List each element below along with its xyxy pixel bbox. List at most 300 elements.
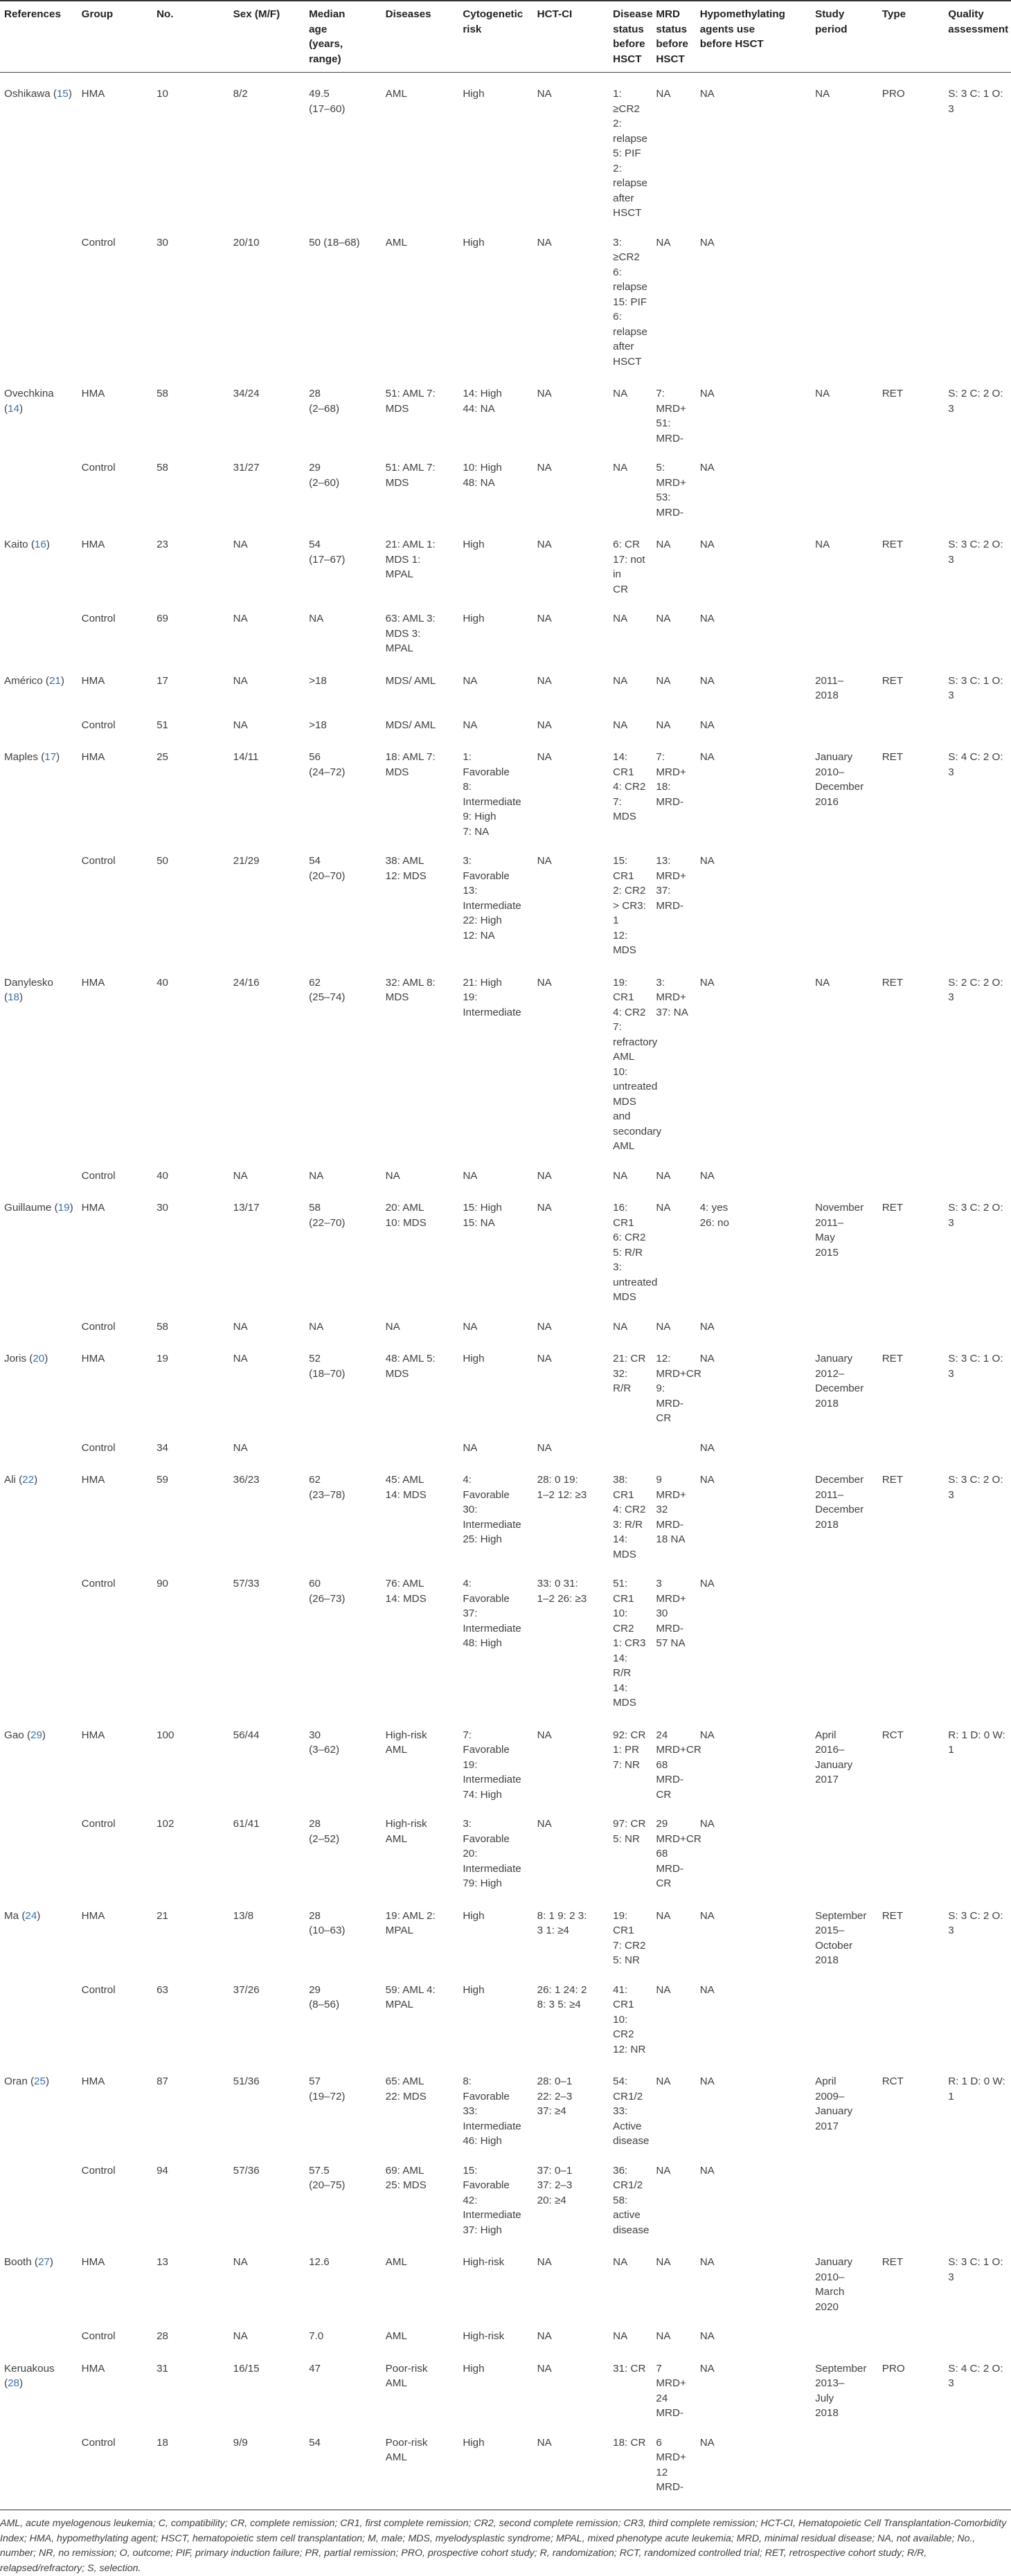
cell-status: 14: CR1 4: CR2 7: MDS — [613, 751, 646, 822]
cell-no: 30 — [156, 236, 168, 249]
column-header: Group — [81, 8, 114, 20]
cell-period — [811, 1805, 878, 1895]
reference-cell: Danylesko (18) — [4, 976, 53, 1003]
cell-diseases: 18: AML 7: MDS — [385, 751, 436, 778]
column-header: References — [4, 8, 61, 20]
cell-type — [878, 843, 945, 962]
column-header: Study period — [815, 8, 848, 35]
cell-age: 54 (20–70) — [309, 855, 346, 882]
cell-period — [811, 1158, 878, 1187]
cell-hma: NA — [699, 2362, 715, 2375]
reference-cell — [0, 843, 78, 962]
cell-diseases: AML — [385, 88, 407, 100]
table-row — [0, 449, 1011, 523]
cell-cyto: 14: High 44: NA — [463, 388, 502, 415]
cell-age: NA — [309, 1320, 324, 1333]
cell-period — [811, 2152, 878, 2242]
cell-period: December 2011– December 2018 — [815, 1474, 864, 1531]
cell-cyto: High — [463, 88, 485, 100]
cell-hma: NA — [699, 1909, 715, 1922]
cell-mrd: NA — [656, 1169, 671, 1182]
cell-type — [878, 224, 945, 373]
cell-quality: S: 3 C: 2 O: 3 — [948, 1474, 1003, 1501]
reference-cell: Guillaume (19) — [4, 1202, 73, 1214]
cell-period — [811, 1565, 878, 1714]
cell-group: HMA — [81, 1202, 105, 1214]
column-header: Diseases — [385, 8, 431, 20]
reference-cell: Oran (25) — [4, 2075, 50, 2087]
cell-age: 56 (24–72) — [309, 751, 346, 778]
cell-age: 52 (18–70) — [309, 1353, 346, 1380]
cell-no: 59 — [156, 1474, 168, 1486]
reference-cell: Keruakous (28) — [4, 2362, 55, 2389]
cell-age: 29 (8–56) — [309, 1983, 340, 2010]
cell-group: Control — [81, 855, 116, 867]
cell-quality — [944, 2318, 1011, 2348]
reference-cell — [0, 224, 78, 373]
cell-type: RET — [882, 2256, 904, 2268]
cell-age: 28 (10–63) — [309, 1909, 346, 1936]
cell-status: 41: CR1 10: CR2 12: NR — [613, 1983, 646, 2055]
cell-status: NA — [613, 2256, 628, 2268]
cell-hctci: NA — [537, 674, 552, 687]
cell-quality: S: 3 C: 1 O: 3 — [948, 674, 1003, 701]
cell-sex: 14/11 — [233, 751, 259, 763]
reference-name: Gao — [4, 1729, 24, 1741]
cell-age: >18 — [309, 719, 327, 731]
cell-hma: NA — [699, 719, 715, 731]
cell-sex: 8/2 — [233, 88, 248, 100]
cell-hma: NA — [699, 1169, 715, 1182]
cell-status: 15: CR1 2: CR2 > CR3: 1 12: MDS — [613, 855, 646, 956]
table-row — [0, 660, 1011, 707]
cell-mrd: NA — [656, 539, 671, 550]
cell-period: 2011– 2018 — [815, 674, 844, 701]
cell-quality: R: 1 D: 0 W: 1 — [948, 2075, 1005, 2102]
cell-diseases: 32: AML 8: MDS — [385, 976, 436, 1003]
cell-sex: 37/26 — [233, 1983, 260, 1996]
cell-status: 54: CR1/2 33: Active disease — [613, 2075, 650, 2147]
cell-quality: S: 2 C: 2 O: 3 — [948, 388, 1003, 415]
reference-citation-link[interactable]: 15 — [56, 88, 69, 100]
cell-group: Control — [81, 236, 116, 249]
cell-cyto: High-risk — [463, 2330, 505, 2342]
reference-name: Ali — [4, 1474, 16, 1486]
cell-cyto: 15: High 15: NA — [463, 1202, 502, 1229]
cell-period — [811, 843, 878, 962]
reference-citation-link[interactable]: 25 — [34, 2075, 46, 2087]
cell-status: 51: CR1 10: CR2 1: CR3 14: R/R 14: MDS — [613, 1578, 646, 1709]
cell-group: HMA — [81, 2075, 105, 2087]
cell-quality: S: 3 C: 1 O: 3 — [948, 1353, 1003, 1380]
cell-no: 23 — [156, 539, 168, 550]
reference-cell: Américo (21) — [4, 674, 64, 687]
cell-group: HMA — [81, 751, 105, 763]
cell-hma: NA — [699, 388, 715, 399]
table-body — [0, 73, 1011, 2498]
cell-type — [878, 2318, 945, 2348]
column-header: Cytogenetic risk — [463, 8, 524, 35]
cell-mrd: NA — [656, 2075, 671, 2087]
table-row — [0, 962, 1011, 1158]
cell-mrd: 3 MRD+ 30 MRD- 57 NA — [656, 1578, 686, 1649]
cell-mrd: NA — [656, 2330, 671, 2342]
cell-mrd: NA — [656, 1983, 671, 1996]
cell-quality: S: 3 C: 1 O: 3 — [948, 88, 1003, 115]
cell-status: NA — [613, 1320, 628, 1333]
reference-citation-link[interactable]: 28 — [8, 2377, 19, 2389]
cell-hctci: NA — [537, 855, 552, 867]
cell-group: Control — [81, 1818, 116, 1830]
cell-age: 30 (3–62) — [309, 1729, 340, 1756]
reference-cell — [0, 1430, 78, 1459]
cell-group: Control — [81, 2330, 116, 2342]
reference-name: Maples — [4, 751, 38, 763]
column-header: HCT-CI — [537, 8, 573, 20]
cell-cyto: High — [463, 2436, 485, 2449]
reference-name: Oshikawa — [4, 88, 51, 100]
reference-citation-link[interactable]: 17 — [44, 751, 57, 763]
cell-cyto: 8: Favorable 33: Intermediate 46: High — [463, 2075, 521, 2147]
cell-sex: NA — [233, 613, 248, 624]
table-row — [0, 843, 1011, 962]
reference-citation-link[interactable]: 24 — [25, 1909, 37, 1922]
reference-cell — [0, 2152, 78, 2242]
cell-type: RET — [882, 674, 904, 687]
cell-mrd: 6 MRD+ 12 MRD- — [656, 2436, 686, 2493]
cell-group: HMA — [81, 1353, 105, 1364]
reference-cell — [0, 1972, 78, 2061]
reference-name: Joris — [4, 1353, 27, 1364]
cell-sex: NA — [233, 719, 248, 731]
cell-type — [878, 707, 945, 737]
cell-mrd: NA — [656, 1202, 671, 1214]
cell-type — [878, 1805, 945, 1895]
cell-cyto: 3: Favorable 20: Intermediate 79: High — [463, 1818, 521, 1889]
cell-diseases: NA — [385, 1320, 400, 1333]
cell-hctci: NA — [537, 1353, 552, 1364]
cell-age: 12.6 — [309, 2256, 330, 2268]
cell-age: 54 — [309, 2436, 321, 2449]
cell-sex: 13/17 — [233, 1202, 260, 1214]
cell-period: September 2013– July 2018 — [815, 2362, 867, 2419]
cell-sex: NA — [233, 2256, 248, 2268]
cell-diseases: AML — [385, 236, 407, 249]
cell-status: 21: CR 32: R/R — [613, 1353, 646, 1394]
cell-quality — [944, 449, 1011, 523]
cell-period: NA — [815, 976, 830, 989]
cell-hctci: NA — [537, 539, 552, 550]
reference-cell — [0, 1158, 78, 1187]
reference-citation-link[interactable]: 29 — [30, 1729, 42, 1741]
cell-status: 3: ≥CR2 6: relapse 15: PIF 6: relapse after HSCT — [613, 236, 647, 368]
cell-group: HMA — [81, 976, 105, 989]
cell-type — [878, 600, 945, 660]
cell-diseases: 51: AML 7: MDS — [385, 388, 436, 415]
cell-quality — [944, 224, 1011, 373]
table-row — [0, 2152, 1011, 2242]
cell-diseases: 45: AML 14: MDS — [385, 1474, 427, 1501]
reference-citation-link[interactable]: 21 — [48, 674, 61, 687]
cell-cyto: High — [463, 1983, 485, 1996]
cell-mrd: 24 MRD+CR 68 MRD-CR — [656, 1729, 701, 1801]
table-row — [0, 707, 1011, 737]
cell-period: January 2010– March 2020 — [815, 2256, 853, 2313]
reference-citation-link[interactable]: 18 — [8, 991, 19, 1003]
reference-cell — [0, 600, 78, 660]
cell-age: 62 (23–78) — [309, 1474, 346, 1501]
cell-mrd: NA — [656, 2164, 671, 2177]
cell-no: 100 — [156, 1729, 175, 1741]
cell-status: 92: CR 1: PR 7: NR — [613, 1729, 646, 1771]
cell-cyto: High — [463, 236, 485, 249]
cell-age — [305, 1430, 382, 1459]
cell-period: NA — [815, 88, 830, 100]
cell-period: NA — [815, 539, 830, 550]
cell-group: Control — [81, 2164, 116, 2177]
cell-period: September 2015– October 2018 — [815, 1909, 867, 1966]
cell-diseases: High-risk AML — [385, 1729, 427, 1756]
cell-cyto: 7: Favorable 19: Intermediate 74: High — [463, 1729, 521, 1801]
cell-no: 21 — [156, 1909, 168, 1922]
table-row — [0, 2348, 1011, 2424]
cell-hma: NA — [699, 1441, 715, 1454]
table-row — [0, 73, 1011, 224]
cell-age: 57 (19–72) — [309, 2075, 346, 2102]
cell-diseases: 69: AML 25: MDS — [385, 2164, 427, 2191]
cell-group: Control — [81, 2436, 116, 2449]
cell-hctci: NA — [537, 1320, 552, 1333]
reference-citation-link[interactable]: 16 — [34, 539, 46, 550]
cell-type — [878, 1565, 945, 1714]
cell-status: 97: CR 5: NR — [613, 1818, 646, 1845]
cell-hctci: NA — [537, 2330, 552, 2342]
cell-sex: NA — [233, 1353, 248, 1364]
cell-hma: NA — [699, 674, 715, 687]
cell-sex: 34/24 — [233, 388, 260, 399]
cell-diseases: Poor-risk AML — [385, 2362, 428, 2389]
cell-age: 54 (17–67) — [309, 539, 346, 566]
cell-hma: NA — [699, 2436, 715, 2449]
cell-age: 50 (18–68) — [309, 236, 360, 249]
cell-hctci: NA — [537, 2436, 552, 2449]
cell-group: Control — [81, 462, 116, 474]
cell-age: 57.5 (20–75) — [309, 2164, 346, 2191]
cell-hma: NA — [699, 613, 715, 624]
table-row — [0, 372, 1011, 449]
cell-sex: NA — [233, 1169, 248, 1182]
cell-quality: S: 4 C: 2 O: 3 — [948, 2362, 1003, 2389]
cell-mrd: NA — [656, 674, 671, 687]
cell-sex: 57/36 — [233, 2164, 260, 2177]
cell-no: 51 — [156, 719, 168, 731]
cell-no: 63 — [156, 1983, 168, 1996]
cell-type — [878, 2424, 945, 2498]
cell-quality: S: 3 C: 1 O: 3 — [948, 2256, 1003, 2283]
cell-cyto: NA — [463, 719, 478, 731]
cell-period — [811, 449, 878, 523]
cell-period: NA — [815, 388, 830, 399]
reference-name: Guillaume — [4, 1202, 52, 1214]
cell-no: 58 — [156, 462, 168, 474]
reference-cell — [0, 2424, 78, 2498]
cell-age: >18 — [309, 674, 327, 687]
reference-cell — [0, 1308, 78, 1338]
cell-quality — [944, 707, 1011, 737]
cell-diseases: NA — [385, 1169, 400, 1182]
reference-name: Oran — [4, 2075, 28, 2087]
cell-age: 49.5 (17–60) — [309, 88, 346, 115]
cell-period: April 2009– January 2017 — [815, 2075, 853, 2132]
cell-diseases — [382, 1430, 459, 1459]
column-header: Disease status before HSCT — [613, 8, 653, 65]
cell-group: Control — [81, 1578, 116, 1589]
cell-cyto: NA — [463, 1441, 478, 1454]
cell-mrd: 9 MRD+ 32 MRD- 18 NA — [656, 1474, 686, 1545]
cell-hma: 4: yes 26: no — [699, 1202, 729, 1229]
cell-group: HMA — [81, 1729, 105, 1741]
reference-cell: Ali (22) — [4, 1474, 38, 1486]
cell-quality — [944, 2424, 1011, 2498]
cell-hctci: NA — [537, 236, 552, 249]
cell-type — [878, 1430, 945, 1459]
reference-citation-link[interactable]: 27 — [37, 2256, 50, 2268]
cell-group: Control — [81, 1169, 116, 1182]
table-row — [0, 2241, 1011, 2318]
cell-cyto: 10: High 48: NA — [463, 462, 502, 489]
cell-cyto: High — [463, 613, 485, 624]
cell-hctci: 37: 0–1 37: 2–3 20: ≥4 — [537, 2164, 573, 2206]
cell-type — [878, 1158, 945, 1187]
cell-hma: NA — [699, 539, 715, 550]
cell-quality — [944, 1430, 1011, 1459]
cell-group: HMA — [81, 1909, 105, 1922]
table-row — [0, 523, 1011, 600]
table-row — [0, 2060, 1011, 2152]
cell-no: 90 — [156, 1578, 168, 1589]
cell-sex: 51/36 — [233, 2075, 260, 2087]
cell-cyto: 4: Favorable 37: Intermediate 48: High — [463, 1578, 521, 1649]
cell-hctci: NA — [537, 2256, 552, 2268]
cell-period — [811, 600, 878, 660]
cell-type: RCT — [882, 2075, 904, 2087]
cell-hctci: NA — [537, 462, 552, 474]
reference-citation-link[interactable]: 14 — [8, 402, 19, 415]
cell-cyto: 3: Favorable 13: Intermediate 22: High 12: NA — [463, 855, 521, 942]
reference-citation-link[interactable]: 19 — [57, 1202, 70, 1214]
table-row — [0, 1430, 1011, 1459]
cell-status: NA — [613, 613, 628, 624]
cell-group: HMA — [81, 674, 105, 687]
cell-age: 7.0 — [309, 2330, 324, 2342]
reference-cell — [0, 707, 78, 737]
cell-age: 47 — [309, 2362, 321, 2375]
reference-name: Danylesko — [4, 976, 53, 989]
cell-sex: 16/15 — [233, 2362, 260, 2375]
cell-status — [609, 1430, 652, 1459]
reference-cell — [0, 1565, 78, 1714]
cell-type — [878, 1308, 945, 1338]
cell-group: HMA — [81, 1474, 105, 1486]
cell-diseases: 19: AML 2: MPAL — [385, 1909, 436, 1936]
cell-no: 34 — [156, 1441, 168, 1454]
cell-sex: 36/23 — [233, 1474, 260, 1486]
cell-diseases: 59: AML 4: MPAL — [385, 1983, 436, 2010]
cell-mrd — [652, 1430, 695, 1459]
cell-status: 1: ≥CR2 2: relapse 5: PIF 2: relapse after HSCT — [613, 88, 647, 219]
cell-sex: NA — [233, 674, 248, 687]
cell-status: NA — [613, 674, 628, 687]
cell-group: HMA — [81, 88, 105, 100]
table-row — [0, 736, 1011, 843]
cell-diseases: Poor-risk AML — [385, 2436, 428, 2463]
column-header: Hypomethylating agents use before HSCT — [699, 8, 785, 50]
cell-status: 31: CR — [613, 2362, 646, 2375]
cell-period — [811, 1972, 878, 2061]
cell-mrd: NA — [656, 1909, 671, 1922]
cell-age: 28 (2–52) — [309, 1818, 340, 1845]
cell-type: PRO — [882, 88, 905, 100]
cell-hctci: NA — [537, 1169, 552, 1182]
cell-cyto: High — [463, 2362, 485, 2375]
table-row — [0, 1895, 1011, 1972]
cell-quality — [944, 1158, 1011, 1187]
cell-age: NA — [309, 1169, 324, 1182]
cell-period — [811, 2424, 878, 2498]
cell-hma: NA — [699, 236, 715, 249]
cell-diseases: 63: AML 3: MDS 3: MPAL — [385, 613, 436, 654]
cell-hma: NA — [699, 751, 715, 763]
cell-age: 29 (2–60) — [309, 462, 340, 489]
column-header: Median age (years, range) — [309, 8, 346, 65]
cell-cyto: NA — [463, 1320, 478, 1333]
cell-hctci: 8: 1 9: 2 3: 3 1: ≥4 — [537, 1909, 587, 1936]
cell-status: NA — [613, 719, 628, 731]
cell-quality: S: 3 C: 2 O: 3 — [948, 1202, 1003, 1229]
cell-diseases: 51: AML 7: MDS — [385, 462, 436, 489]
reference-name: Kaito — [4, 539, 28, 550]
cell-period — [811, 224, 878, 373]
cell-mrd: NA — [656, 719, 671, 731]
cell-hma: NA — [699, 2256, 715, 2268]
table-row — [0, 1308, 1011, 1338]
reference-name: Booth — [4, 2256, 32, 2268]
cell-status: 18: CR — [613, 2436, 646, 2449]
cell-mrd: NA — [656, 88, 671, 100]
cell-quality: S: 2 C: 2 O: 3 — [948, 976, 1003, 1003]
cell-cyto: High — [463, 539, 485, 550]
cell-sex: NA — [233, 2330, 248, 2342]
reference-name: Ovechkina — [4, 388, 54, 399]
reference-cell — [0, 1805, 78, 1895]
cell-period: January 2010– December 2016 — [815, 751, 864, 808]
cell-period — [811, 707, 878, 737]
cell-type: RET — [882, 976, 904, 989]
cell-age: NA — [309, 613, 324, 624]
cell-status: 19: CR1 7: CR2 5: NR — [613, 1909, 646, 1966]
cell-quality: S: 3 C: 2 O: 3 — [948, 539, 1003, 566]
reference-citation-link[interactable]: 20 — [33, 1353, 45, 1364]
study-characteristics-table — [0, 7, 1011, 2498]
cell-diseases: 20: AML 10: MDS — [385, 1202, 427, 1229]
cell-cyto: 15: Favorable 42: Intermediate 37: High — [463, 2164, 521, 2236]
cell-mrd: 5: MRD+ 53: MRD- — [656, 462, 686, 519]
cell-status: NA — [613, 1169, 628, 1182]
cell-type: RET — [882, 1909, 904, 1922]
table-row — [0, 2318, 1011, 2348]
reference-citation-link[interactable]: 22 — [22, 1474, 35, 1486]
cell-hma: NA — [699, 1578, 715, 1589]
